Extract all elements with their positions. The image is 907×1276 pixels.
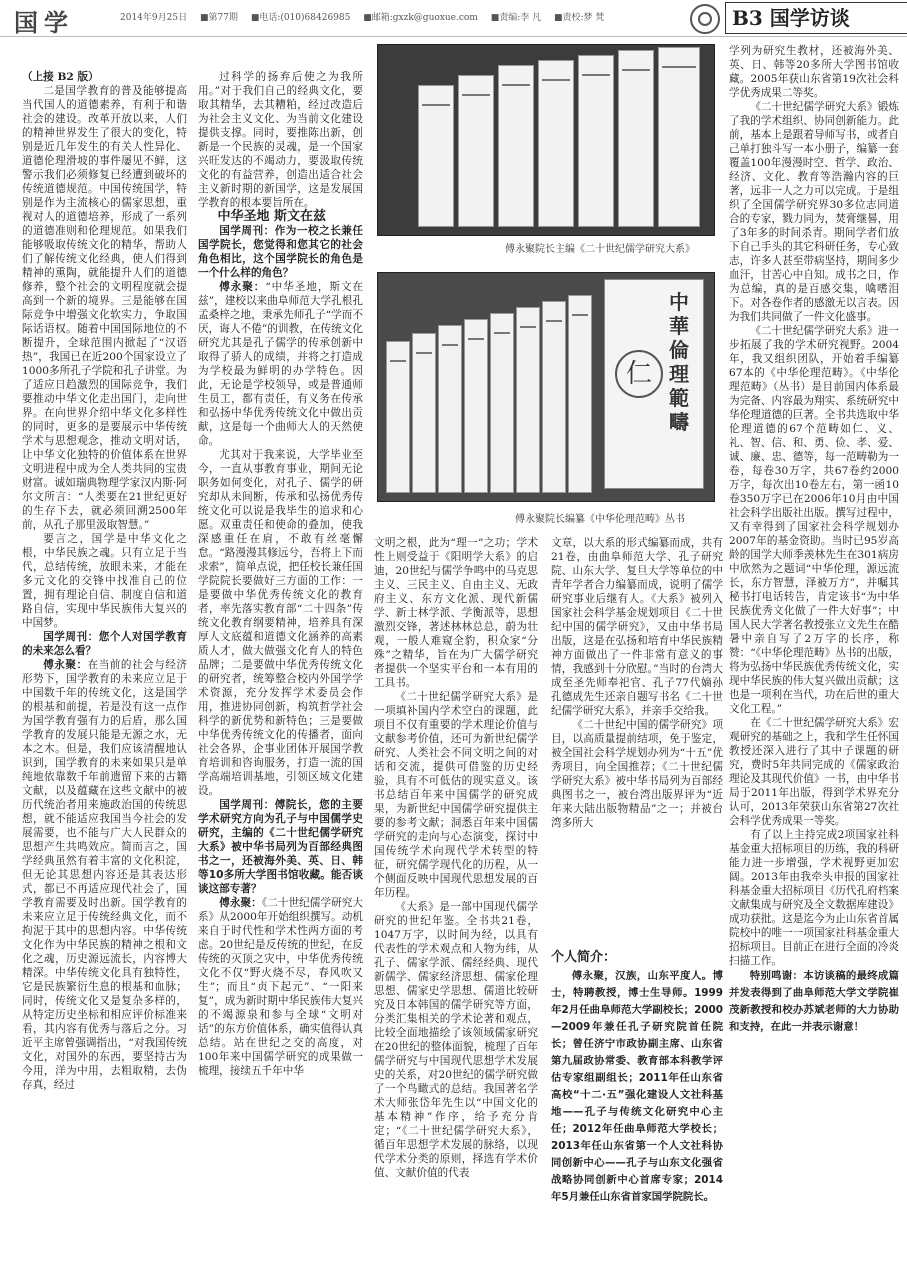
book-icon [490, 313, 514, 493]
masthead [0, 0, 907, 37]
answer [198, 896, 363, 1078]
answer-text: “中华圣地，斯文在兹”，建校以来曲阜师范大学孔根孔孟桑梓之地，秉承先师孔子“学而不厌，诲人不倦”的训教，在传统文化研究尤其是孔子儒学的传承创新中取得了骄人的成绩，并将之打造成为学校最为鲜明的办学特色。因此，无论是学校领导，或是普通师生员工，都有责任，有义务在传承和弘扬中华优秀传统文化中做出贡献，这是每一个曲师大人的天然使命。 [198, 281, 363, 447]
column-4 [551, 536, 723, 936]
paragraph: 《二十世纪儒学研究大系》是一项填补国内学术空白的课题，此项目不仅有重要的学术理论价值与文献参考价值，还可为新世纪儒学研究、人类社会不同文明之间的对话和交流，提供可借鉴的历史经验，具有不可低估的现实意义。该书总结百年来中国儒学的研究成果，为新世纪中国儒学研究提供主要的参考文献；洞悉百年来中国儒学研究的走向与心态演变，探讨中国传统学术向现代学术转型的特征，研究儒学现代化的历程，从一个侧面反映中国现代思想发展的百年历程。 [374, 691, 538, 899]
paragraph: 《二十世纪中国的儒学研究》项目，以高质量提前结项，免于鉴定，被全国社会科学规划办列为“十五”优秀项目，向全国推荐；《二十世纪儒学研究大系》被中华书局列为百部经典图书之一，被台湾出版界评为“近年来大陆出版物精品”之一；并被台湾多所大 [551, 719, 723, 829]
speaker-name: 傅永聚： [219, 281, 266, 293]
masthead-meta [120, 10, 614, 23]
book-icon [464, 319, 488, 493]
editor: ■责编:李 凡 [490, 13, 542, 23]
acknowledgement-text: 本访谈稿的最终成篇并发表得到了曲阜师范大学文学院崔茂新教授和校办苏斌老师的大力协助和支持，在此一并表示谢意！ [729, 970, 899, 1033]
proofreader: ■责校:梦 梵 [554, 13, 605, 23]
book-icon [418, 85, 454, 227]
paragraph: 文章，以大系的形式编纂而成，共有21卷，由曲阜师范大学、孔子研究院、山东大学、复旦大学等单位的中青年学者合力编纂而成，说明了儒学研究事业后继有人。《大系》被列入国家社会科学基金规划项目《二十世纪中国的儒学研究》，又由中华书局出版，这是在弘扬和培育中华民族精神方面做出了一件非常有意义的事情，我感到十分欣慰。”当时的台湾大成至圣先师奉祀官、孔子77代嫡孙孔德成先生还亲自题写书名《二十世纪儒学研究大系》，并亲手交给我。 [551, 537, 723, 717]
paragraph: 尤其对于我来说，大学毕业至今，一直从事教育事业，期间无论职务如何变化，对孔子、儒学的研究却从未间断，传承和弘扬优秀传统文化可以说是我毕生的追求和心愿。双重责任和使命的叠加，使我深感重任在肩，不敢有丝毫懈怠。“路漫漫其修远兮，吾将上下而求索”，简单点说，把任校长兼任国学院院长要做好三方面的工作：一是要做中华优秀传统文化的教育者，率先落实教育部“二十四条”传统文化教育纲要精神，培养具有深厚人文底蕴和道德文化涵养的高素质人才，做大做强文化育人的特色品牌；二是要做中华优秀传统文化的研究者，统筹整合校内外国学学术资源，充分发挥学术委员会作用，推进协同创新，构筑哲学社会科学的新优势和新特色；三是要做中华优秀传统文化的传播者，面向社会各界，企事业团体开展国学教育培训和咨询服务，打造一流的国学高端培训基地，引领区域文化建设。 [198, 449, 363, 797]
answer [198, 280, 363, 448]
book-cover-char: 仁 [615, 350, 663, 398]
paragraph: 有了以上主持完成2项国家社科基金重大招标项目的历练，我的科研能力进一步增强，学术视野更加宏阔。2013年由我牵头申报的国家社科基金重大招标项目《历代孔府档案文献集成与研究及全文数据库建设》成功获批。这是迄今为止山东省首属院校中的唯一一项国家社科基金重大招标项目。目前正在进行全面的冷炎扫描工作。 [729, 829, 899, 967]
email: ■邮箱:gxzk@guoxue.com [363, 13, 478, 23]
book-icon [658, 47, 700, 227]
answer [22, 658, 187, 1092]
book-icon [438, 325, 462, 493]
book-icon [542, 301, 566, 493]
photo-books-series-1 [377, 44, 715, 236]
question: 国学周刊：作为一校之长兼任国学院长，您觉得和您其它的社会角色相比，这个国学院长的角色是一个什么样的角色？ [198, 225, 363, 279]
paragraph: 《二十世纪儒学研究大系》锻炼了我的学术组织、协同创新能力。此前，基本上是跟着导师写书，或者自己单打独斗写一本小册子，编纂一套覆盖100年漫漫时空、哲学、政治、经济、文化、教育等浩瀚内容的巨著，远非一人之力可以完成。于是组织了全国儒学研究界30多位志同道合的专家，戮力同为，焚膏继晷，用了3年多的时间杀青。期间学者们放下自己手头的其它科研任务，专心致志，许多人甚至带病坚持，期间多少血汗，甘苦心中自知。成书之日，作为总编，真的是百感交集，噙嗜泪下。对各卷作者的感激无以言表。因为我们共同做了一件文化盛事。 [729, 101, 899, 323]
paragraph: 《大系》是一部中国现代儒学研究的世纪年鉴。全书共21卷，1047万字，以时间为经，以具有代表性的学术观点和人物为纬，从孔子、儒家学派、儒经经典、现代新儒学、儒家经济思想、儒家伦理思想、儒家史学思想、儒道比较研究及日本韩国的儒学研究等方面，分类汇集相关的学术论著和观点，比较全面地描绘了该领域儒家研究在20世纪的整体面貌，梳理了百年儒学研究与中国现代思想学术发展史的关系，对20世纪的儒学研究做了一个鸟瞰式的总结。我国著名学术大师张岱年先生以“中国文化的基本精神”作序，给予充分肯定；“《二十世纪儒学研究大系》，循百年思想学术发展的脉络，以现代学术分类的原则，择选有学术价值、文献价值的代表 [374, 901, 538, 1179]
answer-text: 在当前的社会与经济形势下，国学教育的未来应立足于中国数千年的传统文化，这是国学的根基和前提，若是没有这一点作为国学教育强有力的后盾，那么国学教育的发展只能是无源之水，无本之木。但是，我们应该清醒地认识到，国学教育的未来如果只是单纯地依靠数千年前遗留下来的古籍文献，以及蕴藏在这些文献中的被历代统治者用来施政治国的传统思想，就不能适应我国当今社会的发展需要，也不能与广大人民群众的思想产生共鸣效应。简而言之，国学经典虽然有着丰富的文化积淀，但无论其思想内容还是其表达形式，都已不再适应现代社会了，国学教育需要及时出新。国学教育的未来应立足于传统经典文化，而不拘泥于其中的思想内容。中华传统文化作为中华民族的精神之根和文化之魂，历史源远流长，内容博大精深。中华传统文化具有独特性，它是民族繁衍生息的根基和血脉；同时，传统文化又是复杂多样的，从特定历史坐标和相应评价标准来看，其内容有优秀与落后之分。习近平主席曾强调指出，“对我国传统文化，对国外的东西，要坚持古为今用，洋为中用，去粗取精，去伪存真，经过 [22, 659, 187, 1091]
issue-date: 2014年9月25日 [120, 13, 188, 23]
paragraph: 要言之，国学是中华文化之根，中华民族之魂。只有立足于当代，总结传统，放眼未来，才能在多元文化的交锋中找准自己的位置，拥有理论自信、制度自信和道路自信，实现中华民族伟大复兴的中国梦。 [22, 533, 187, 629]
book-icon [412, 333, 436, 493]
book-cover-title: 中華倫理範疇 [669, 290, 689, 434]
paragraph: 在《二十世纪儒学研究大系》宏观研究的基础之上，我和学生任怀国教授还深入进行了其中子课题的研究，费时5年共同完成的《儒家政治理论及其现代价值》一书，由中华书局于2011年出版，得到学术界充分认可，2013年荣获山东省第27次社会科学优秀成果一等奖。 [729, 717, 899, 827]
acknowledgement [729, 968, 899, 1036]
speaker-name: 傅永聚： [219, 897, 262, 909]
question: 国学周刊：您个人对国学教育的未来怎么看？ [22, 631, 187, 657]
section-title: B3 国学访谈 [725, 2, 907, 34]
emblem-icon [690, 4, 720, 34]
paragraph: 文明之根，此为“理一”之功；学术性上则受益于《阳明学大系》的启迪，20世纪与儒学争鸣中的马克思主义、三民主义、自由主义、无政府主义、东方文化派、现代新儒学、新士林学派、学衡派等，思想激烈交锋，著述林林总总，蔚为壮观，一般人难窥全豹，积众家“分殊”之精华，旨在为广大儒学研究者提供一个坚实平台和一本有用的工具书。 [374, 537, 538, 689]
photo-books-series-2 [377, 272, 715, 502]
profile-box [551, 968, 723, 1206]
column-2 [198, 70, 363, 1270]
column-5 [729, 44, 899, 1270]
book-icon [516, 307, 540, 493]
phone: ■电话:(010)68426985 [250, 13, 351, 23]
question: 国学周刊：傅院长，您的主要学术研究方向为孔子与中国儒学史研究，主编的《二十世纪儒学研究大系》被中华书局列为百部经典图书之一，还被海外美、英、日、韩等10多所大学图书馆收藏。能否谈谈这部专著？ [198, 799, 363, 895]
paragraph: 二是国学教育的普及能够提高当代国人的道德素养，有利于和谐社会的建设。改革开放以来，人们的精神世界发生了很大的变化，特别是近几年发生的有关人性异化、道德伦理滑坡的事件屡见不鲜，这警示我们必须修复已经遭到破坏的传统道德规范。中国传统国学，特别是作为主流核心的儒家思想，重视对人的道德培养，形成了一系列的道德准则和伦理规范。如果我们能够吸取传统文化的精华，帮助人们了解传统文化经典，使人们得到精神的熏陶，就能提升人们的道德修养，整个社会的文明程度就会提高到一个新的境界。三是能够在国际竞争中增强文化软实力，争取国际话语权。随着中国国际地位的不断提升，全球范围内掀起了“汉语热”，我国已在近200个国家设立了1000多所孔子学院和孔子讲堂。为了适应日趋激烈的国际竞争，我们要推动中华文化走出国门，走向世界。在向世界介绍中华文化多样性的同时，更多的是要展示中华传统学术与思想观念，推动文明对话，让中华文化独特的价值体系在世界文明进程中成为全人类共同的宝贵财富。诚如瑞典物理学家汉内斯·阿尔文所言：“人类要在21世纪更好的生存下去，就必须回溯2500年前，从孔子那里汲取智慧。” [22, 85, 187, 531]
book-icon [618, 50, 654, 227]
continued-note: （上接 B2 版） [22, 71, 99, 83]
book-icon [386, 341, 410, 493]
subheading: 中华圣地 斯文在兹 [217, 209, 327, 224]
paragraph: 过科学的扬弃后使之为我所用。”对于我们自己的经典文化，要取其精华，去其糟粕，经过改造后为社会主义文化、为当前文化建设提供支撑。同时，要推陈出新，创新是一个民族的灵魂，是一个国家兴旺发达的不竭动力，要汲取传统文化的有益营养，创造出适合社会主义新时期的新国学，这是发展国学教育的根本要旨所在。 [198, 71, 363, 209]
book-icon [568, 295, 592, 493]
newspaper-logo: 国学 [14, 8, 74, 37]
book-icon [458, 75, 494, 227]
book-icon [578, 55, 614, 227]
answer-text: 《二十世纪儒学研究大系》从2000年开始组织撰写。动机来自于时代性和学术性两方面的考虑。20世纪是反传统的世纪，在反传统的灭顶之灾中，中华优秀传统文化不仅“野火烧不尽，春风吹又生”；而且“贞下起元”、“一阳来复”，成为新时期中华民族伟大复兴的不竭源泉和参与全球“文明对话”的东方价值体系，确实值得认真总结。站在世纪之交的高度，对100年来中国儒学研究的成果做一梳理，接续五千年中华 [198, 897, 363, 1077]
column-1 [22, 70, 187, 1270]
book-icon [538, 60, 574, 227]
acknowledgement-label: 特别鸣谢： [749, 970, 804, 982]
column-3 [374, 536, 538, 1270]
paragraph: 《二十世纪儒学研究大系》进一步拓展了我的学术研究视野。2004年，我又组织团队，开始着手编纂67本的《中华伦理范畴》。《中华伦理范畴》（丛书）是目前国内体系最为完备、内容最为翔实、系统研究中华伦理道德的巨著。全书共选取中华伦理道德的67个范畴如仁、义、礼、智、信、和、勇、俭、孝、爱、诚、廉、忠、德等，每一范畴勒为一卷，每卷30万字，共67卷约2000万字，每次出10卷左右，第一函10卷350万字已在2006年10月由中国社会科学出版社出版。撰写过程中，又有幸得到了国家社会科学规划办2007年的基金资助。当时已95岁高龄的国学大师季羡林先生在301病房中欣然为之题词“中华伦理，源远流长，东方智慧，泽被万方”，并嘱其秘书打电话转告，肯定该书“为中华民族优秀文化做了一件大好事”；中国人民大学著名教授张立文先生在酷暑中亲自写了2万字的长序，称赞：“《中华伦理范畴》丛书的出版，将为弘扬中华民族优秀传统文化，实现中华民族的伟大复兴做出贡献；这也是一项利在当代，功在后世的重大文化工程。” [729, 325, 899, 715]
photo-caption: 傅永聚院长主编《二十世纪儒学研究大系》 [505, 244, 695, 255]
book-icon [498, 65, 534, 227]
photo-caption: 傅永聚院长编纂《中华伦理范畴》丛书 [515, 514, 685, 525]
book-cover [604, 279, 704, 489]
speaker-name: 傅永聚： [43, 659, 88, 671]
paragraph: 学列为研究生教材，还被海外美、英、日、韩等20多所大学图书馆收藏。2005年获山东省第19次社会科学优秀成果二等奖。 [729, 45, 899, 99]
issue-number: ■第77期 [199, 13, 238, 23]
profile-title: 个人简介： [551, 950, 617, 965]
profile-text: 傅永聚，汉族，山东平度人。博士，特聘教授，博士生导师。1999年2月任曲阜师范大学副校长；2000—2009年兼任孔子研究院首任院长；曾任济宁市政协副主席、山东省第九届政协常委、教育部本科教学评估专家组副组长；2011年任山东省高校“十二·五”强化建设人文社科基地——孔子与传统文化研究中心主任；2012年任曲阜师范大学校长；2013年任山东省第一个人文社科协同创新中心——孔子与山东文化强省战略协同创新中心首席专家；2014年5月兼任山东省首家国学院院长。 [551, 970, 723, 1203]
